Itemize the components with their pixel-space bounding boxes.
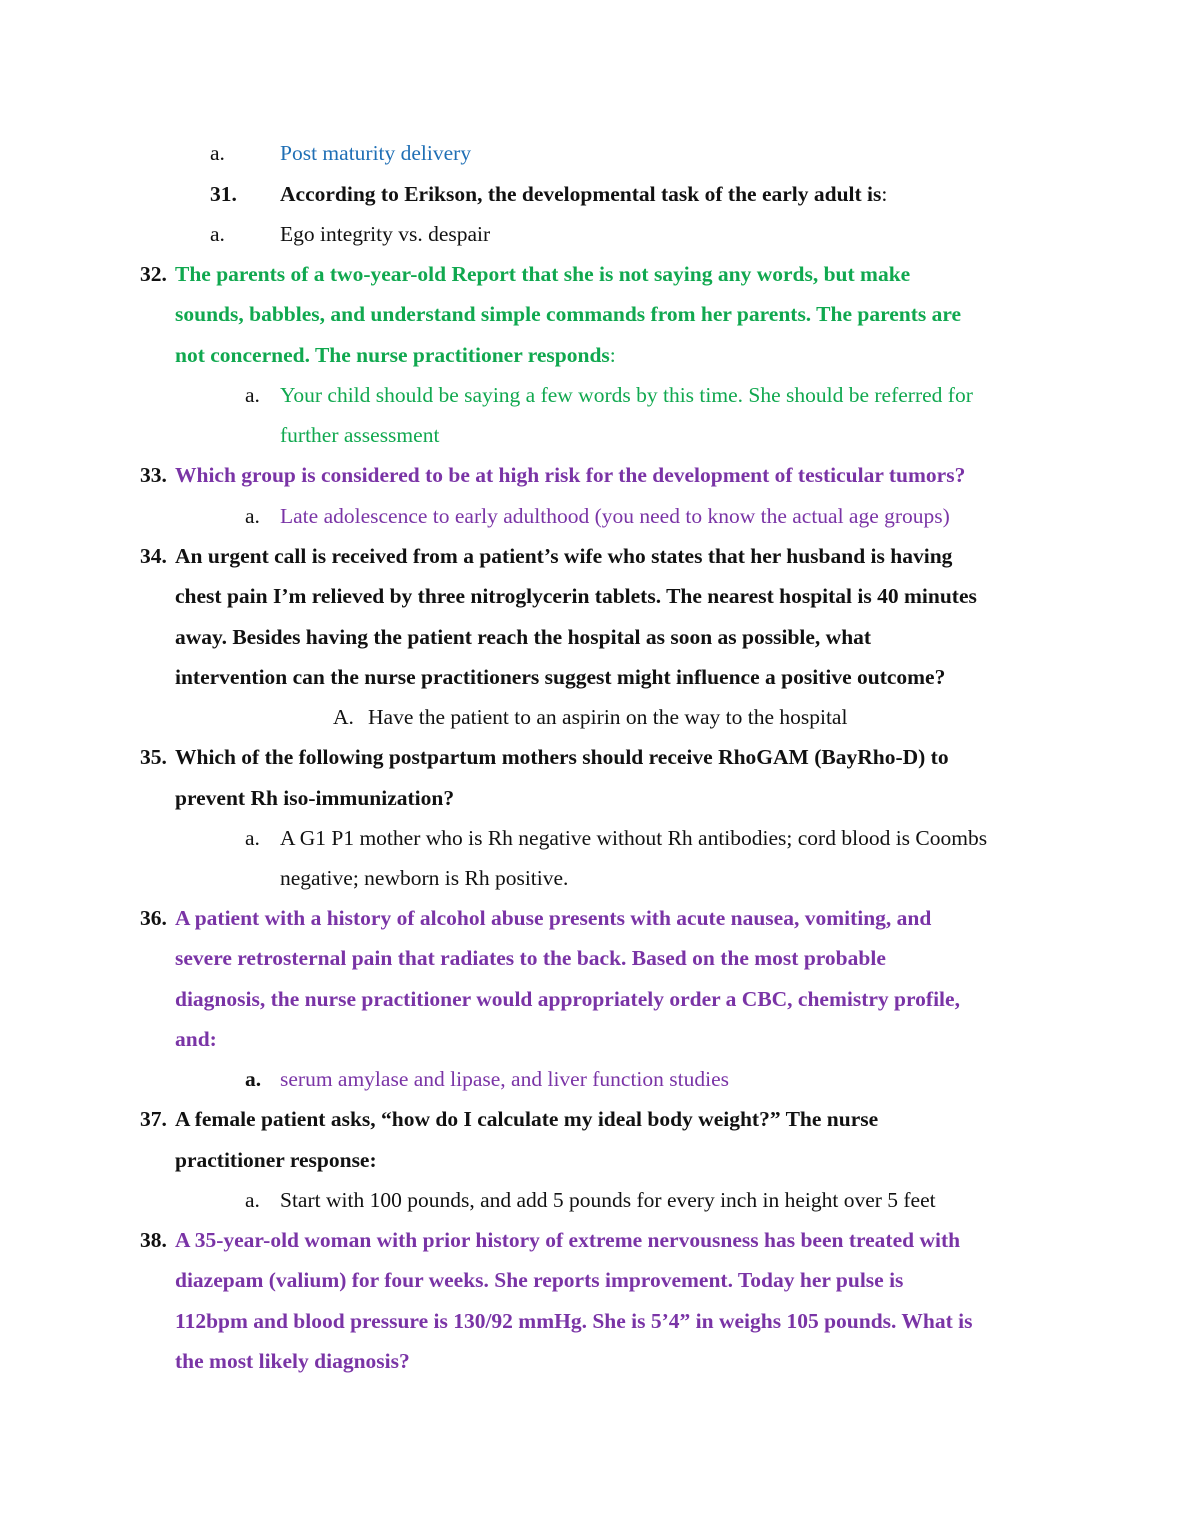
q36-answer-label: a. [245, 1067, 262, 1091]
q33-answer-label: a. [245, 504, 260, 528]
q33-number: 33. [140, 463, 167, 487]
q30-answer-row [210, 140, 225, 166]
q32-answer-line-2: further assessment [280, 423, 440, 447]
q31-answer-label: a. [210, 222, 225, 246]
q32-line-3-text: not concerned. The nurse practitioner responds [175, 343, 610, 367]
q35-answer-label: a. [245, 826, 260, 850]
q38-line-4: the most likely diagnosis? [175, 1349, 410, 1373]
q38-line-2: diazepam (valium) for four weeks. She reports improvement. Today her pulse is [175, 1268, 904, 1292]
q36-line-2: severe retrosternal pain that radiates to the back. Based on the most probable [175, 946, 886, 970]
q31-number: 31. [210, 182, 237, 206]
q36-answer-text: serum amylase and lipase, and liver function studies [280, 1067, 729, 1091]
q37-answer-text: Start with 100 pounds, and add 5 pounds for every inch in height over 5 feet [280, 1188, 936, 1212]
q37-answer-label: a. [245, 1188, 260, 1212]
q38-line-1: A 35-year-old woman with prior history of extreme nervousness has been treated with [175, 1228, 961, 1252]
q31-answer-text: Ego integrity vs. despair [280, 222, 491, 246]
q37-number: 37. [140, 1107, 167, 1131]
q35-line-2: prevent Rh iso-immunization? [175, 786, 455, 810]
q36-line-1: A patient with a history of alcohol abuse presents with acute nausea, vomiting, and [175, 906, 932, 930]
q36-number: 36. [140, 906, 167, 930]
q34-line-4: intervention can the nurse practitioners suggest might influence a positive outcome? [175, 665, 946, 689]
q32-answer-label: a. [245, 383, 260, 407]
q31-colon: : [881, 182, 888, 206]
q31-question [280, 181, 887, 207]
q32-colon: : [609, 343, 616, 367]
q34-line-2: chest pain I’m relieved by three nitroglycerin tablets. The nearest hospital is 40 minutes [175, 584, 977, 608]
q38-line-3: 112bpm and blood pressure is 130/92 mmHg. She is 5’4” in weighs 105 pounds. What is [175, 1309, 973, 1333]
q35-line-1: Which of the following postpartum mothers should receive RhoGAM (BayRho-D) to [175, 745, 949, 769]
q35-number: 35. [140, 745, 167, 769]
q30-answer-text: Post maturity delivery [280, 141, 472, 165]
q33-answer-text: Late adolescence to early adulthood (you need to know the actual age groups) [280, 504, 950, 528]
q35-answer-line-2: negative; newborn is Rh positive. [280, 866, 569, 890]
q37-line-1: A female patient asks, “how do I calculate my ideal body weight?” The nurse [175, 1107, 879, 1131]
q34-line-3: away. Besides having the patient reach the hospital as soon as possible, what [175, 625, 872, 649]
q36-line-3: diagnosis, the nurse practitioner would appropriately order a CBC, chemistry profile, [175, 987, 960, 1011]
q32-line-2: sounds, babbles, and understand simple commands from her parents. The parents are [175, 302, 962, 326]
q31-question-text: According to Erikson, the developmental task of the early adult is [280, 182, 882, 206]
q34-number: 34. [140, 544, 167, 568]
q37-line-2: practitioner response: [175, 1148, 377, 1172]
q33-question: Which group is considered to be at high risk for the development of testicular tumors? [175, 463, 966, 487]
q34-line-1: An urgent call is received from a patient’s wife who states that her husband is having [175, 544, 953, 568]
q36-line-4: and: [175, 1027, 217, 1051]
q32-line-1: The parents of a two-year-old Report that she is not saying any words, but make [175, 262, 911, 286]
q30-answer-label: a. [210, 141, 225, 165]
q32-number: 32. [140, 262, 167, 286]
q35-answer-line-1: A G1 P1 mother who is Rh negative without Rh antibodies; cord blood is Coombs [280, 826, 988, 850]
q34-answer-label: A. [333, 705, 354, 729]
q32-answer-line-1: Your child should be saying a few words by this time. She should be referred for [280, 383, 973, 407]
q32-line-3 [175, 342, 616, 368]
q38-number: 38. [140, 1228, 167, 1252]
q34-answer-text: Have the patient to an aspirin on the way to the hospital [368, 705, 848, 729]
